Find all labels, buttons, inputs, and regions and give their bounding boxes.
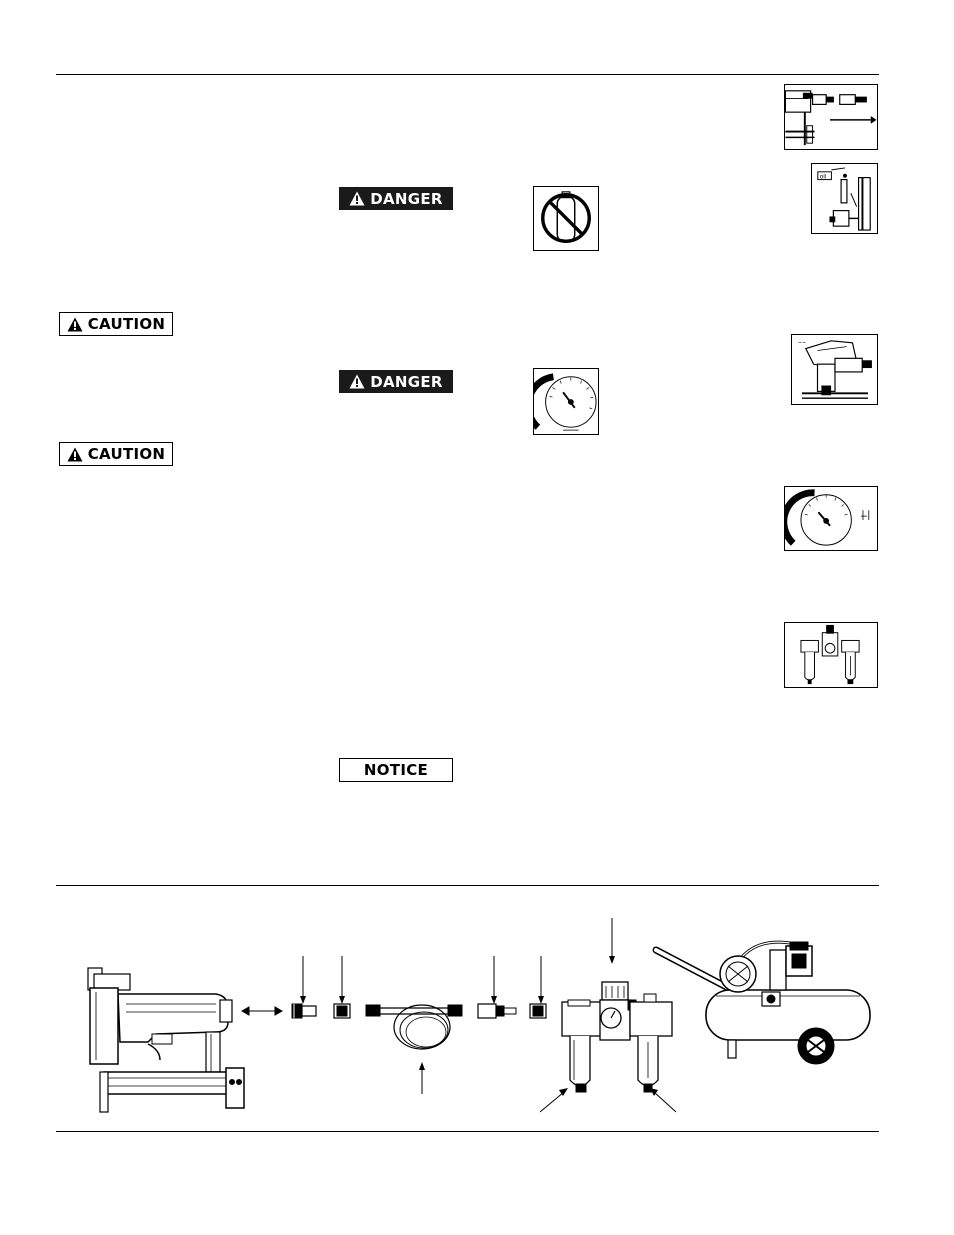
filter-regulator-lubricator-unit [562,982,672,1092]
caution-badge-label: CAUTION [87,315,166,333]
callout-arrowhead [491,996,497,1004]
callout-arrowhead [300,996,306,1004]
tool-coupler-disconnect-icon [785,85,877,149]
load-tool-figure [791,334,878,405]
notice-badge-label: NOTICE [363,761,429,779]
svg-text:oil: oil [819,174,827,181]
air-hose-illustration [366,1005,462,1049]
danger-badge [339,187,453,210]
oil-tool-figure [811,163,878,234]
warning-triangle-icon [67,447,83,462]
top-rule [56,74,879,75]
pressure-gauge-icon [534,369,598,434]
no-oxygen-tank-figure [533,186,599,251]
callout-leader-line [540,1092,564,1112]
warning-triangle-icon [67,317,83,332]
callout-leader-line [654,1092,676,1112]
connection-double-arrow [242,1007,282,1015]
filter-regulator-lubricator-figure [784,622,878,688]
warning-triangle-icon [349,374,365,389]
danger-badge [339,370,453,393]
pressure-gauge-icon [785,487,877,550]
bottom-rule [56,1131,879,1132]
callout-arrowhead [419,1062,425,1070]
pressure-gauge-figure [533,368,599,435]
oil-drop-into-inlet-icon [812,164,877,233]
caution-badge [59,442,173,466]
prohibited-gas-cylinder-icon [534,187,598,250]
male-plug-fitting [530,1004,546,1018]
hand-on-tool-icon [792,335,877,404]
female-coupler-fitting [334,1004,350,1018]
caution-badge-label: CAUTION [87,445,166,463]
regulator-gauge-figure [784,486,878,551]
female-coupler-fitting [478,1004,516,1018]
air-system-diagram [56,896,879,1128]
svg-text:~~: ~~ [798,340,807,347]
warning-triangle-icon [349,191,365,206]
male-plug-fitting [292,1004,316,1018]
air-compressor-illustration [656,942,870,1064]
danger-badge-label: DANGER [370,189,443,208]
disconnect-air-hose-figure [784,84,878,150]
callout-arrowhead [609,956,615,964]
callout-arrowhead [339,996,345,1004]
notice-badge [339,758,453,782]
brad-nailer-illustration [88,968,244,1112]
frl-unit-icon [785,623,877,687]
danger-badge-label: DANGER [370,372,443,391]
caution-badge [59,312,173,336]
section-divider-rule [56,885,879,886]
callout-arrowhead [538,996,544,1004]
